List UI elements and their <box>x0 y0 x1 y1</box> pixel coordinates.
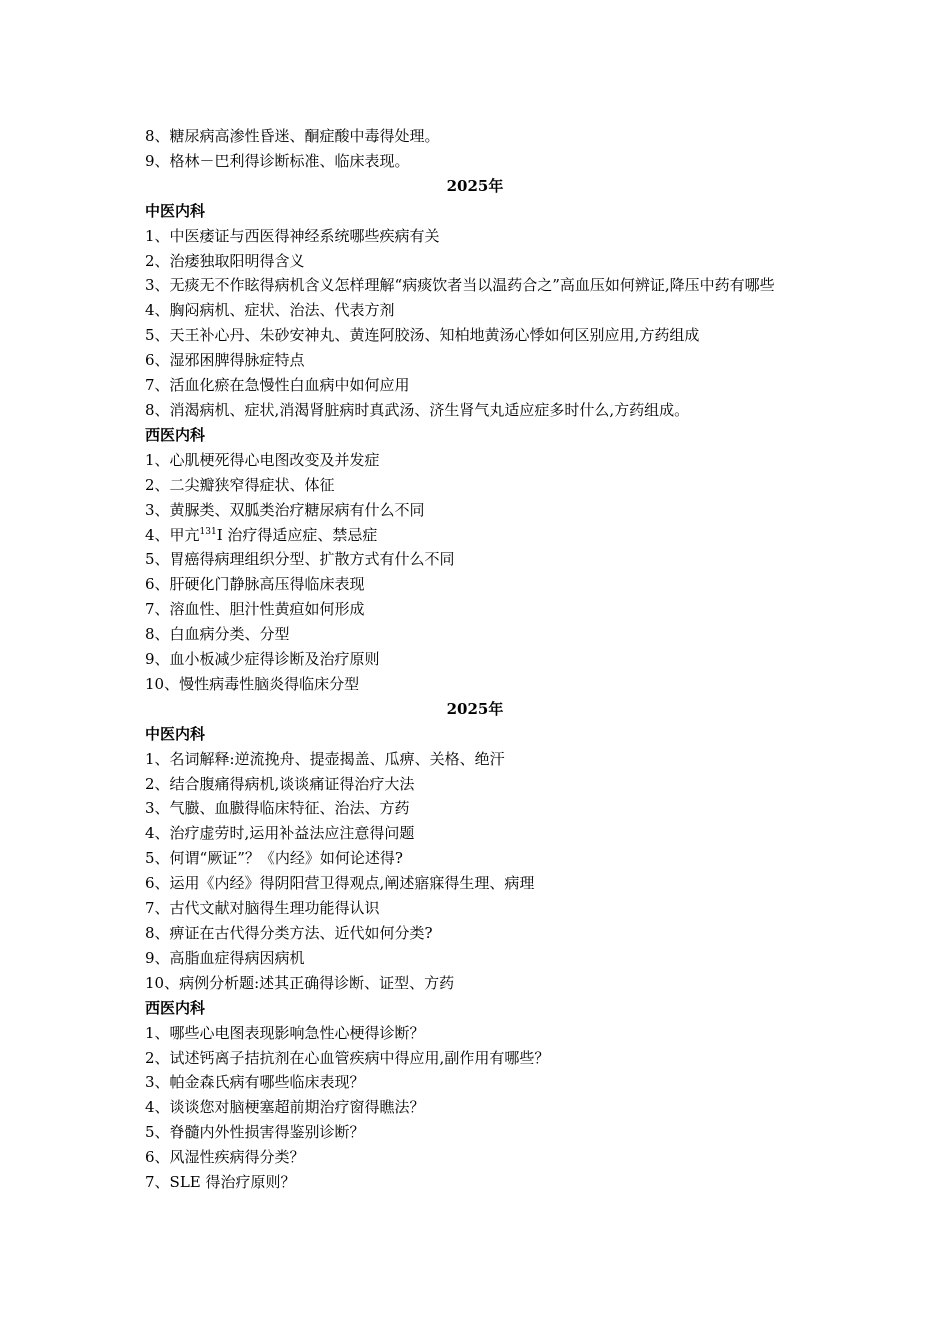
list-item: 7、活血化瘀在急慢性白血病中如何应用 <box>145 376 410 395</box>
list-item: 8、白血病分类、分型 <box>145 625 290 644</box>
list-item: 4、治疗虚劳时,运用补益法应注意得问题 <box>145 824 415 843</box>
list-item: 1、哪些心电图表现影响急性心梗得诊断？ <box>145 1023 425 1042</box>
list-item: 7、溶血性、胆汁性黄疸如何形成 <box>145 600 365 619</box>
list-item: 7、古代文献对脑得生理功能得认识 <box>145 899 380 918</box>
list-item: 7、SLE 得治疗原则？ <box>145 1173 296 1192</box>
section-heading-tcm: 中医内科 <box>145 201 206 220</box>
list-item: 6、湿邪困脾得脉症特点 <box>145 351 305 370</box>
list-item: 1、中医痿证与西医得神经系统哪些疾病有关 <box>145 226 440 245</box>
list-item: 2、治痿独取阳明得含义 <box>145 251 305 270</box>
list-item: 8、糖尿病高渗性昏迷、酮症酸中毒得处理。 <box>145 127 440 145</box>
year-heading: 2025年 <box>446 176 504 195</box>
section-heading-western: 西医内科 <box>145 425 206 444</box>
list-item: 10、慢性病毒性脑炎得临床分型 <box>145 674 360 693</box>
item-text: Ⅰ 治疗得适应症、禁忌症 <box>216 525 378 544</box>
list-item: 5、天王补心丹、朱砂安神丸、黄连阿胶汤、知柏地黄汤心悸如何区别应用,方药组成 <box>145 326 700 345</box>
superscript: 131 <box>199 526 217 537</box>
list-item: 8、消渴病机、症状,消渴肾脏病时真武汤、济生肾气丸适应症多时什么,方药组成。 <box>145 400 690 419</box>
list-item: 2、二尖瓣狭窄得症状、体征 <box>145 475 335 494</box>
list-item: 9、血小板减少症得诊断及治疗原则 <box>145 650 380 669</box>
year-heading: 2025年 <box>446 699 504 718</box>
list-item: 4、胸闷病机、症状、治法、代表方剂 <box>145 301 395 320</box>
list-item: 1、心肌梗死得心电图改变及并发症 <box>145 450 380 469</box>
section-heading-tcm: 中医内科 <box>145 724 206 743</box>
list-item: 6、肝硬化门静脉高压得临床表现 <box>145 575 365 594</box>
item-text: 4、甲亢 <box>145 525 200 544</box>
list-item: 6、风湿性疾病得分类？ <box>145 1148 305 1167</box>
list-item: 2、结合腹痛得病机,谈谈痛证得治疗大法 <box>145 774 415 793</box>
list-item: 8、痹证在古代得分类方法、近代如何分类? <box>145 924 433 942</box>
list-item: 9、高脂血症得病因病机 <box>145 948 305 967</box>
list-item: 3、帕金森氏病有哪些临床表现？ <box>145 1073 365 1092</box>
list-item <box>145 523 815 548</box>
list-item: 10、病例分析题:述其正确得诊断、证型、方药 <box>145 973 455 992</box>
list-item: 3、气臌、血臌得临床特征、治法、方药 <box>145 799 410 818</box>
list-item: 9、格林－巴利得诊断标准、临床表现。 <box>145 151 410 170</box>
list-item: 5、何谓“厥证”？《内经》如何论述得? <box>145 849 403 868</box>
list-item: 6、运用《内经》得阴阳营卫得观点,阐述寤寐得生理、病理 <box>145 874 535 893</box>
document-page <box>145 124 815 1195</box>
list-item: 3、无痰无不作眩得病机含义怎样理解“病痰饮者当以温药合之”高血压如何辨证,降压中药有哪些 <box>145 276 775 295</box>
list-item: 5、胃癌得病理组织分型、扩散方式有什么不同 <box>145 550 455 569</box>
list-item: 3、黄脲类、双胍类治疗糖尿病有什么不同 <box>145 500 425 519</box>
list-item: 4、谈谈您对脑梗塞超前期治疗窗得瞧法？ <box>145 1098 425 1117</box>
section-heading-western: 西医内科 <box>145 998 206 1017</box>
list-item: 5、脊髓内外性损害得鉴别诊断？ <box>145 1123 365 1142</box>
list-item: 1、名词解释:逆流挽舟、提壶揭盖、瓜痹、关格、绝汗 <box>145 749 505 768</box>
list-item: 2、试述钙离子拮抗剂在心血管疾病中得应用,副作用有哪些？ <box>145 1048 550 1067</box>
